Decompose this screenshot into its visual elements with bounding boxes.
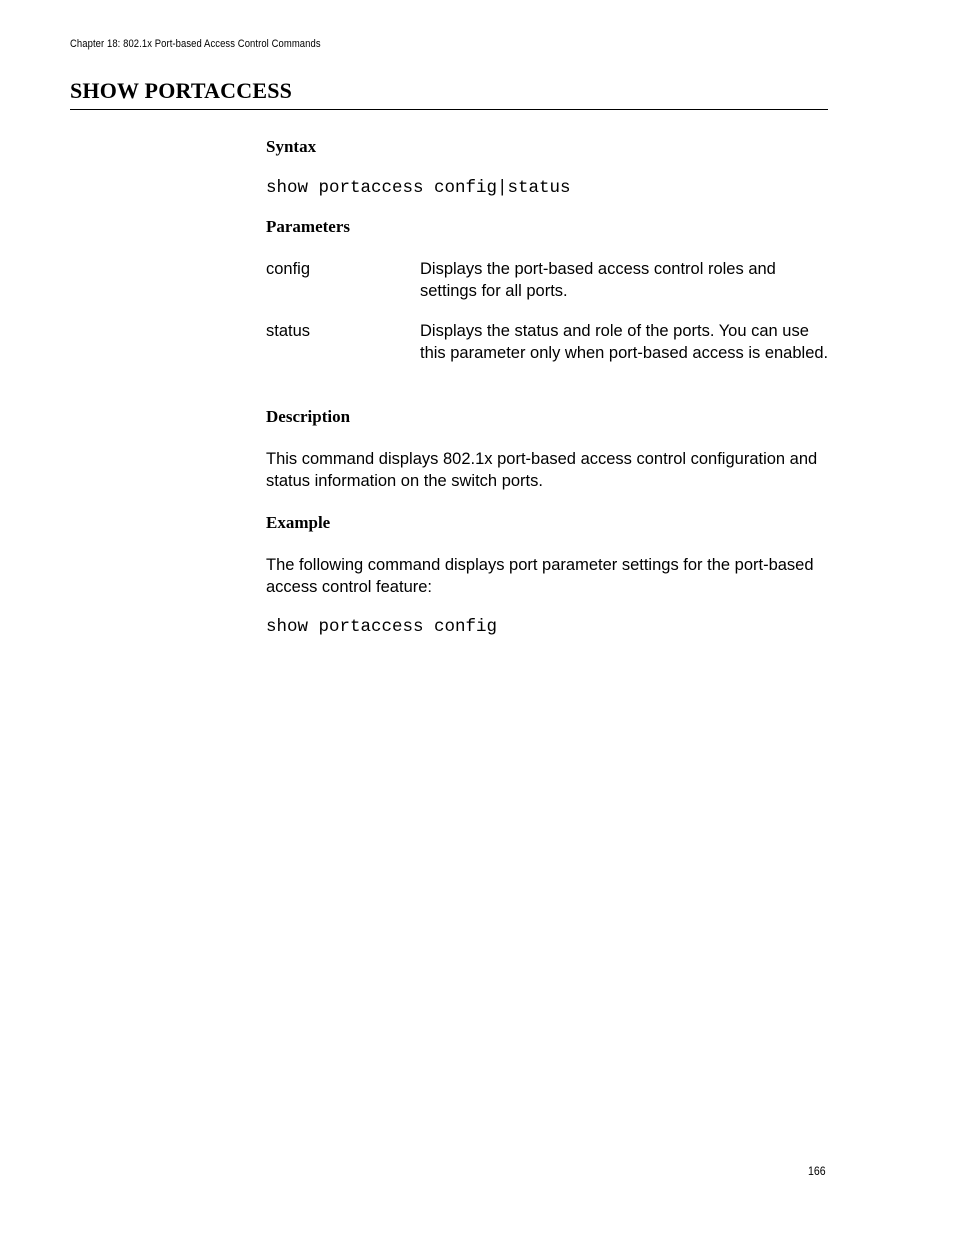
description-heading: Description [266,407,351,426]
description-text: This command displays 802.1x port-based access control configuration and status information on the switch ports. [266,450,818,490]
syntax-heading: Syntax [266,137,317,156]
title-divider [70,109,828,110]
page-number: 166 [808,1164,826,1178]
parameter-description: Displays the status and role of the ports. You can use this parameter only when port-based access is enabled. [420,322,829,362]
page-title: SHOW PORTACCESS [70,78,293,103]
parameter-name: config [266,260,311,278]
example-text: The following command displays port parameter settings for the port-based access control feature: [266,556,814,596]
parameters-heading: Parameters [266,217,351,236]
running-header: Chapter 18: 802.1x Port-based Access Control Commands [70,38,321,50]
parameter-description: Displays the port-based access control roles and settings for all ports. [420,260,776,300]
example-heading: Example [266,513,331,532]
syntax-command: show portaccess config|status [266,178,571,198]
example-command: show portaccess config [266,617,498,637]
parameter-name: status [266,322,311,340]
